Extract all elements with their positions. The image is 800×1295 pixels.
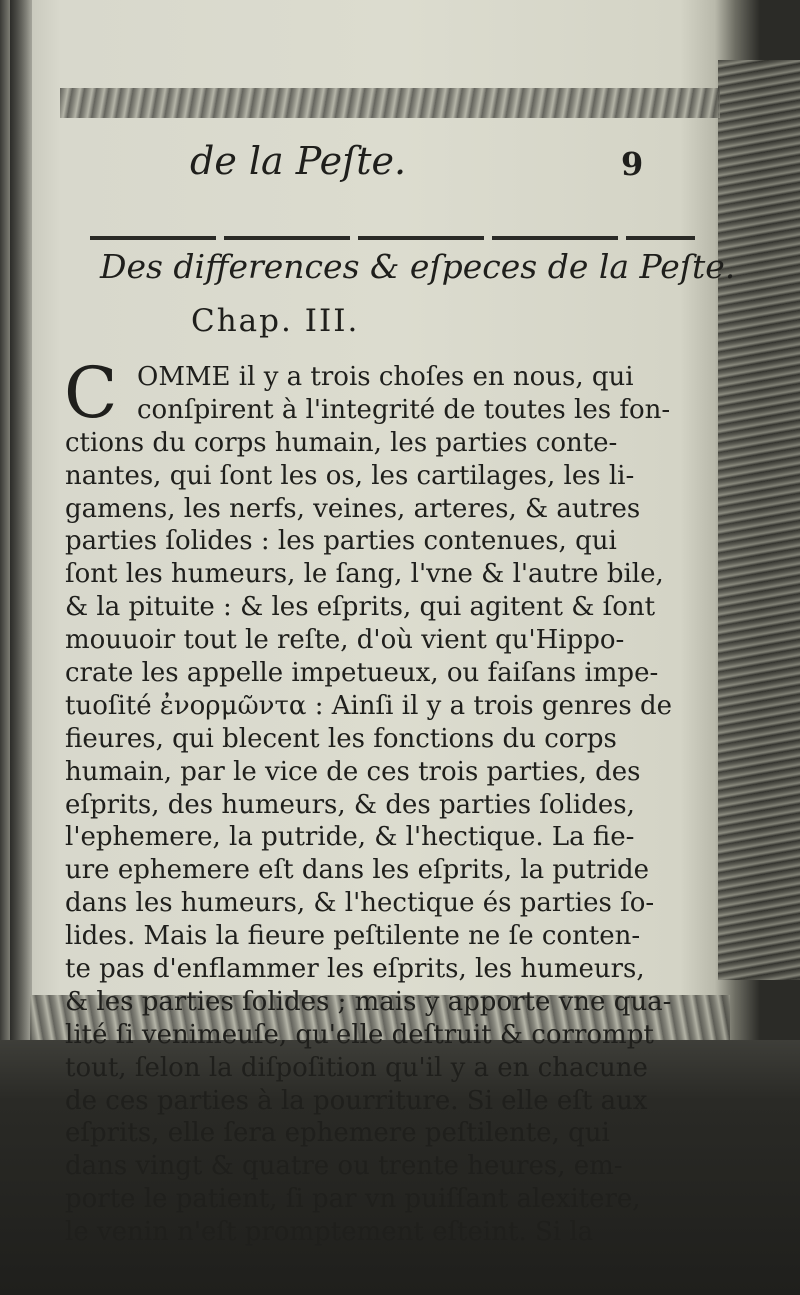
body-line: tuoſité ἐνορμῶντα : Ainſi il y a trois genres de <box>65 690 673 721</box>
body-line: lides. Mais la fieure peſtilente ne ſe conten- <box>65 921 641 952</box>
running-head: de la Peſte. <box>190 139 407 183</box>
body-line: ure ephemere eſt dans les eſprits, la putride <box>65 855 650 886</box>
body-line: porte le patient, ſi par vn puiſſant alexitere, <box>65 1184 641 1215</box>
page-number: 9 <box>621 145 644 183</box>
body-line: ctions du corps humain, les parties conte- <box>65 427 618 458</box>
body-line: dans les humeurs, & l'hectique és parties ſo- <box>65 888 655 919</box>
body-line: mouuoir tout le reſte, d'où vient qu'Hippo- <box>65 625 625 656</box>
body-line: OMME il y a trois choſes en nous, qui <box>137 362 634 392</box>
body-line: conſpirent à l'integrité de toutes les fon- <box>137 394 671 425</box>
body-line: tout, ſelon la diſpoſition qu'il y a en chacune <box>65 1052 648 1083</box>
body-line: dans vingt & quatre ou trente heures, em- <box>65 1151 623 1182</box>
body-line: eſprits, elle ſera ephemere peſtilente, qui <box>65 1118 610 1149</box>
body-line: de ces parties à la pourriture. Si elle eſt aux <box>65 1085 648 1116</box>
body-text <box>64 352 720 1249</box>
body-line: fieures, qui blecent les fonctions du corps <box>65 723 617 754</box>
page-fore-edge <box>718 60 800 980</box>
body-line: parties ſolides : les parties contenues, qui <box>65 526 617 557</box>
body-line: & les parties ſolides ; mais y apporte vne qua- <box>65 986 672 1017</box>
drop-cap: C <box>64 352 118 434</box>
body-line: gamens, les nerfs, veines, arteres, & autres <box>65 493 641 524</box>
body-line: te pas d'enflammer les eſprits, les humeurs, <box>65 954 645 985</box>
body-line: crate les appelle impetueux, ou faiſans impe- <box>65 658 659 689</box>
body-line: lité ſi venimeuſe, qu'elle deſtruit & corrompt <box>65 1019 654 1050</box>
chapter-title: Chap. III. <box>191 303 360 339</box>
body-line: humain, par le vice de ces trois parties, des <box>65 756 641 787</box>
body-line: nantes, qui ſont les os, les cartilages, les li- <box>65 460 635 491</box>
header-rule <box>90 236 695 240</box>
body-line: & la pituite : & les eſprits, qui agitent & ſont <box>65 592 656 623</box>
body-line: le venin n'eſt promptement eſteint. Si la <box>65 1217 594 1248</box>
body-line: eſprits, des humeurs, & des parties ſolides, <box>65 789 635 820</box>
section-title: Des differences & eſpeces de la Peſte. <box>100 247 736 286</box>
body-line: ſont les humeurs, le ſang, l'vne & l'autre bile, <box>65 559 664 590</box>
ornamental-border-top <box>60 88 720 118</box>
body-line: l'ephemere, la putride, & l'hectique. La fie- <box>65 822 635 853</box>
